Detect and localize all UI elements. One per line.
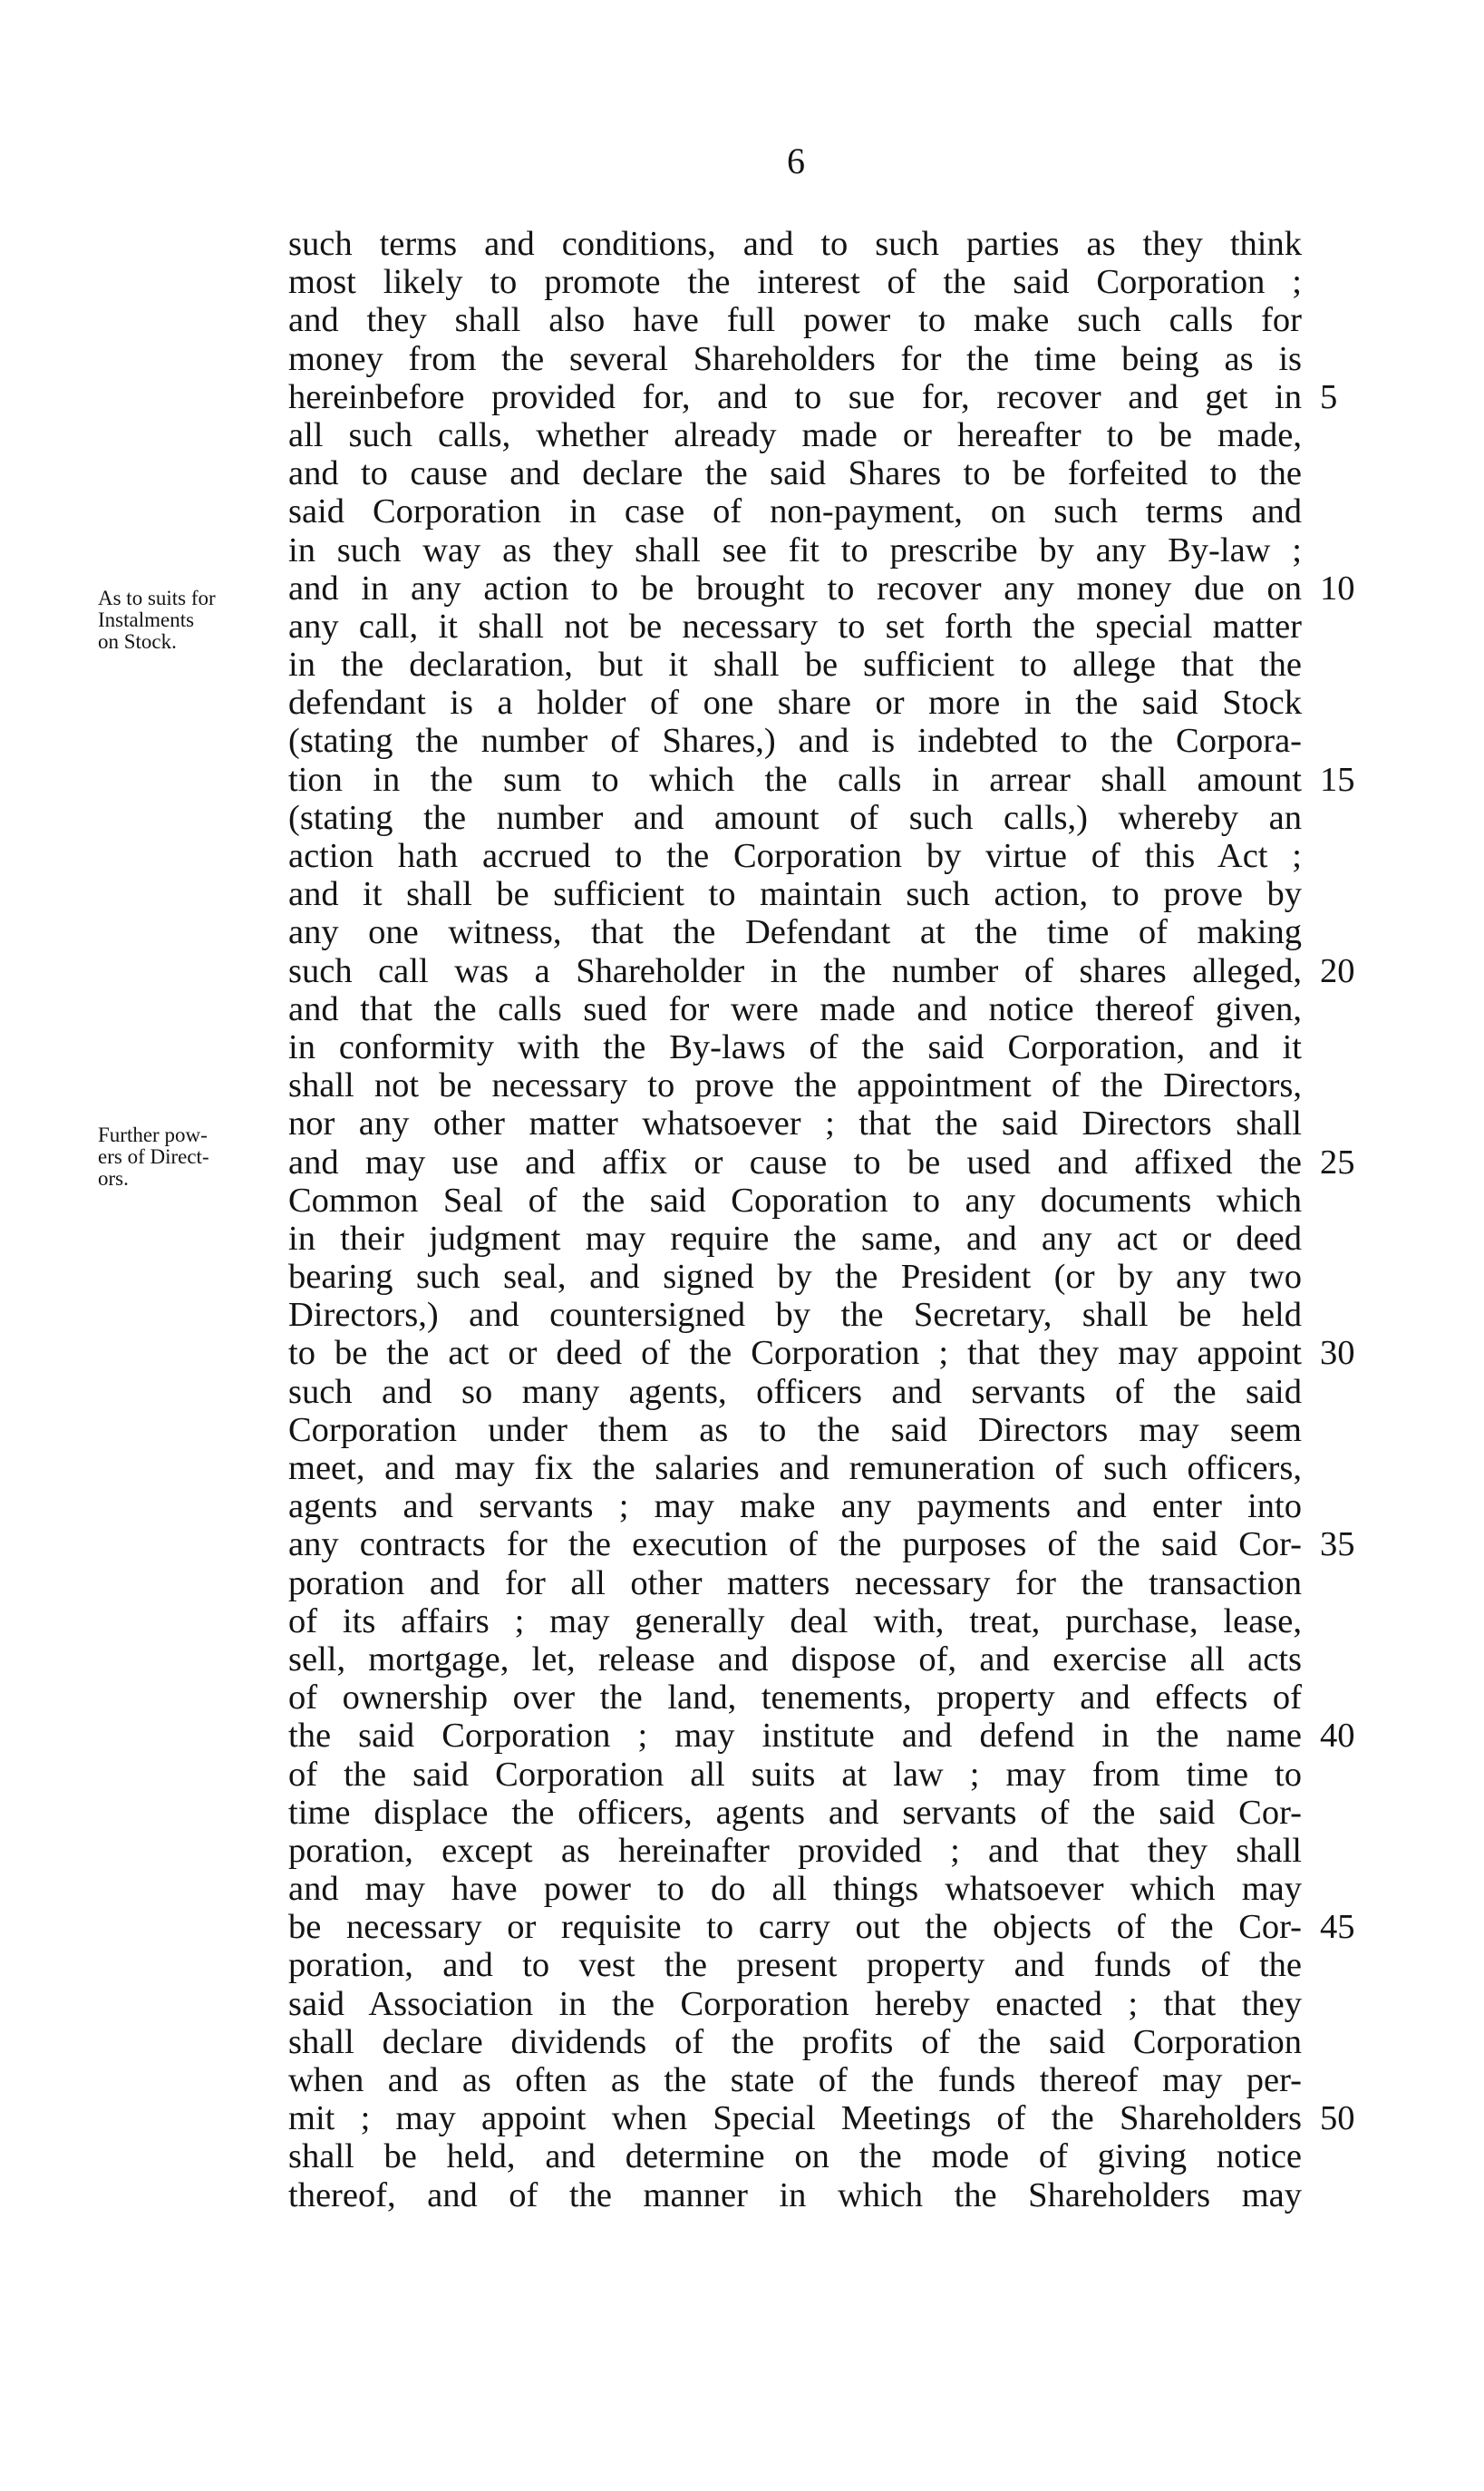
text-line-content: Common Seal of the said Coporation to any documents which — [288, 1181, 1302, 1220]
margin-note-line: Further pow- — [98, 1124, 208, 1146]
text-line — [288, 722, 1313, 760]
text-line-content: be necessary or requisite to carry out the objects of the Cor- — [288, 1908, 1302, 1947]
text-line-content: in their judgment may require the same, and any act or deed — [288, 1219, 1302, 1258]
margin-note-line: As to suits for — [98, 587, 216, 609]
text-line-content: bearing such seal, and signed by the President (or by any two — [288, 1258, 1302, 1297]
margin-note-line: on Stock. — [98, 630, 177, 653]
margin-note-line: Instalments — [98, 608, 195, 631]
text-line-content: meet, and may fix the salaries and remuneration of such officers, — [288, 1449, 1302, 1487]
text-line — [288, 1640, 1313, 1679]
text-line — [288, 1143, 1355, 1182]
text-line — [288, 2099, 1355, 2138]
text-line — [288, 608, 1313, 646]
text-line — [288, 2176, 1313, 2214]
text-line-content: shall not be necessary to prove the appointment of the Directors, — [288, 1066, 1302, 1105]
text-line-content: action hath accrued to the Corporation by virtue of this Act ; — [288, 837, 1302, 875]
line-number: 10 — [1320, 569, 1355, 608]
margin-note-suits-for-instalments — [98, 588, 284, 653]
line-number: 25 — [1320, 1143, 1355, 1182]
line-number: 5 — [1320, 377, 1338, 416]
text-line — [288, 1870, 1313, 1908]
margin-note-line: ers of Direct- — [98, 1145, 209, 1168]
text-line-content: hereinbefore provided for, and to sue for, recover and get in — [288, 377, 1302, 416]
text-line — [288, 913, 1313, 951]
text-line — [288, 1679, 1313, 1717]
text-line — [288, 684, 1313, 722]
text-line — [288, 1182, 1313, 1220]
text-line — [288, 492, 1313, 530]
text-line-content: and may use and affix or cause to be used and affixed the — [288, 1143, 1302, 1182]
text-line — [288, 1602, 1313, 1640]
line-number: 15 — [1320, 760, 1355, 799]
text-line-content: shall declare dividends of the profits of the said Corporation — [288, 2022, 1302, 2061]
text-line — [288, 875, 1313, 913]
text-line-content: money from the several Shareholders for the time being as is — [288, 339, 1302, 378]
text-line — [288, 760, 1355, 799]
text-line-content: in conformity with the By-laws of the said Corporation, and it — [288, 1027, 1302, 1066]
text-line — [288, 1373, 1313, 1411]
line-number: 20 — [1320, 951, 1355, 990]
text-line-content: any contracts for the execution of the purposes of the said Cor- — [288, 1525, 1302, 1564]
text-line — [288, 1756, 1313, 1794]
page-number: 6 — [787, 141, 805, 181]
margin-note-line: ors. — [98, 1167, 129, 1190]
text-line — [288, 2061, 1313, 2099]
text-line-content: Corporation under them as to the said Directors may seem — [288, 1410, 1302, 1449]
text-line — [288, 646, 1313, 684]
text-line — [288, 799, 1313, 837]
text-line — [288, 340, 1313, 378]
text-line-content: and in any action to be brought to recover any money due on — [288, 569, 1302, 608]
text-line — [288, 837, 1313, 875]
text-line-content: in such way as they shall see fit to prescribe by any By-law ; — [288, 530, 1302, 569]
text-line — [288, 1832, 1313, 1870]
text-line-content: of ownership over the land, tenements, property and effects of — [288, 1679, 1302, 1717]
text-line-content: Directors,) and countersigned by the Secretary, shall be held — [288, 1296, 1302, 1335]
text-line — [288, 531, 1313, 569]
text-line-content: shall be held, and determine on the mode of giving notice — [288, 2137, 1302, 2176]
text-line-content: of the said Corporation all suits at law ; may from time to — [288, 1755, 1302, 1794]
text-line-content: defendant is a holder of one share or more in the said Stock — [288, 684, 1302, 723]
text-line-content: of its affairs ; may generally deal with, treat, purchase, lease, — [288, 1601, 1302, 1640]
text-line-content: (stating the number and amount of such calls,) whereby an — [288, 798, 1302, 837]
line-number: 35 — [1320, 1525, 1355, 1564]
text-line — [288, 1717, 1355, 1756]
text-line-content: and may have power to do all things whatsoever which may — [288, 1870, 1302, 1909]
text-line — [288, 1028, 1313, 1066]
text-line — [288, 1525, 1355, 1564]
text-line — [288, 263, 1313, 301]
body-text — [288, 225, 1355, 2214]
text-line — [288, 569, 1355, 608]
text-line-content: and that the calls sued for were made and notice thereof given, — [288, 989, 1302, 1028]
text-line — [288, 1296, 1313, 1334]
text-line — [288, 1220, 1313, 1258]
text-line — [288, 1946, 1313, 1984]
text-line-content: poration, except as hereinafter provided ; and that they shall — [288, 1831, 1302, 1870]
text-line — [288, 225, 1313, 263]
margin-note-further-powers-of-directors — [98, 1124, 284, 1190]
text-line-content: in the declaration, but it shall be sufficient to allege that the — [288, 646, 1302, 685]
text-line — [288, 1411, 1313, 1449]
text-line — [288, 2023, 1313, 2061]
text-line-content: any call, it shall not be necessary to set forth the special matter — [288, 607, 1302, 646]
line-number: 50 — [1320, 2099, 1355, 2138]
line-number: 40 — [1320, 1717, 1355, 1756]
text-line-content: such and so many agents, officers and servants of the said — [288, 1372, 1302, 1411]
text-line-content: and to cause and declare the said Shares to be forfeited to the — [288, 454, 1302, 493]
line-number: 45 — [1320, 1908, 1355, 1947]
text-line-content: and they shall also have full power to make such calls for — [288, 301, 1302, 340]
text-line-content: said Association in the Corporation hereby enacted ; that they — [288, 1984, 1302, 2023]
text-line-content: all such calls, whether already made or hereafter to be made, — [288, 415, 1302, 454]
text-line-content: thereof, and of the manner in which the Shareholders may — [288, 2175, 1302, 2214]
text-line — [288, 1449, 1313, 1487]
text-line — [288, 1334, 1355, 1373]
text-line-content: tion in the sum to which the calls in arrear shall amount — [288, 760, 1302, 799]
text-line — [288, 990, 1313, 1028]
text-line — [288, 416, 1313, 454]
text-line — [288, 951, 1355, 990]
text-line-content: when and as often as the state of the funds thereof may per- — [288, 2061, 1302, 2099]
text-line-content: agents and servants ; may make any payments and enter into — [288, 1487, 1302, 1526]
text-line-content: said Corporation in case of non-payment, on such terms and — [288, 492, 1302, 531]
text-line — [288, 454, 1313, 492]
text-line — [288, 1985, 1313, 2023]
text-line-content: mit ; may appoint when Special Meetings of the Shareholders — [288, 2099, 1302, 2138]
text-line-content: any one witness, that the Defendant at the time of making — [288, 913, 1302, 952]
text-line — [288, 2137, 1313, 2175]
text-line-content: nor any other matter whatsoever ; that the said Directors shall — [288, 1104, 1302, 1143]
text-line — [288, 301, 1313, 339]
text-line-content: to be the act or deed of the Corporation ; that they may appoint — [288, 1334, 1302, 1373]
text-line-content: the said Corporation ; may institute and defend in the name — [288, 1717, 1302, 1756]
text-line — [288, 1258, 1313, 1296]
text-line — [288, 1104, 1313, 1143]
text-line-content: time displace the officers, agents and servants of the said Cor- — [288, 1793, 1302, 1832]
text-line-content: such call was a Shareholder in the number of shares alleged, — [288, 951, 1302, 990]
text-line — [288, 1487, 1313, 1525]
text-line — [288, 1066, 1313, 1104]
text-line-content: poration, and to vest the present property and funds of the — [288, 1946, 1302, 1985]
text-line-content: most likely to promote the interest of the said Corporation ; — [288, 263, 1302, 302]
line-number: 30 — [1320, 1334, 1355, 1373]
text-line — [288, 1794, 1313, 1832]
text-line-content: and it shall be sufficient to maintain such action, to prove by — [288, 875, 1302, 914]
text-line-content: (stating the number of Shares,) and is indebted to the Corpora- — [288, 722, 1302, 761]
text-line-content: sell, mortgage, let, release and dispose of, and exercise all acts — [288, 1640, 1302, 1679]
text-line — [288, 1908, 1355, 1947]
text-line-content: poration and for all other matters necessary for the transaction — [288, 1563, 1302, 1602]
text-line — [288, 377, 1338, 416]
text-line — [288, 1564, 1313, 1602]
text-line-content: such terms and conditions, and to such parties as they think — [288, 225, 1302, 263]
